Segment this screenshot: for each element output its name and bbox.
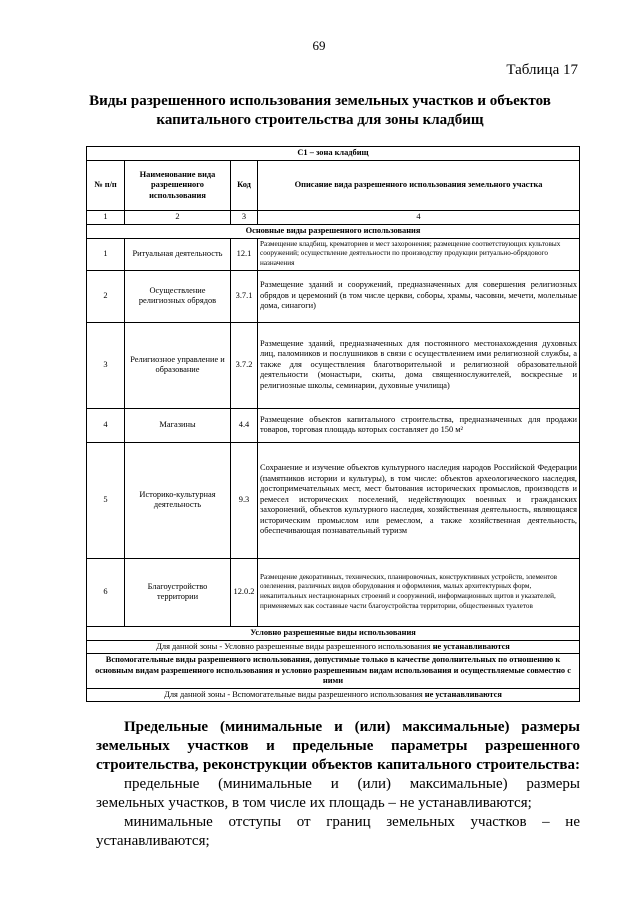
row-code: 3.7.1 bbox=[231, 270, 258, 322]
title-line: капитального строительства для зоны кладбищ bbox=[156, 112, 484, 128]
heading-line: земельных участков и предельные параметры разрешенного bbox=[96, 738, 580, 754]
paragraph-line: земельных участков, в том числе их площадь – не устанавливаются; bbox=[96, 795, 532, 811]
paragraph-line: минимальные отступы от границ земельных участков – не bbox=[124, 814, 580, 830]
header-description: Описание вида разрешенного использования земельного участка bbox=[258, 161, 580, 211]
column-number: 3 bbox=[231, 211, 258, 225]
column-number: 1 bbox=[87, 211, 125, 225]
row-num: 4 bbox=[87, 408, 125, 442]
row-num: 5 bbox=[87, 442, 125, 558]
land-use-table bbox=[86, 146, 580, 702]
table-row bbox=[87, 558, 580, 626]
title-line: Виды разрешенного использования земельных участков и объектов bbox=[89, 93, 551, 109]
table-row bbox=[87, 270, 580, 322]
auxiliary-note-prefix: Для данной зоны - Вспомогательные виды разрешенного использования bbox=[164, 689, 423, 699]
table-row bbox=[87, 238, 580, 270]
column-number: 2 bbox=[125, 211, 231, 225]
row-name: Осуществление религиозных обрядов bbox=[125, 270, 231, 322]
header-num: № п/п bbox=[87, 161, 125, 211]
regulations-text bbox=[96, 718, 580, 851]
row-description: Размещение объектов капитального строительства, предназначенных для продажи товаров, торговая площадь которых составляет до 150 м² bbox=[258, 408, 580, 442]
row-name: Благоустройство территории bbox=[125, 558, 231, 626]
row-description: Размещение зданий, предназначенных для постоянного местонахождения духовных лиц, паломников и послушников в связи с осуществлением ими религиозной службы, а также для осуществления благотворительной и религиозной образовательной деятельности (монастыри, скиты, дома священнослужителей, воскресные и религиозные школы, семинарии, духовные училища) bbox=[258, 322, 580, 408]
row-code: 12.0.2 bbox=[231, 558, 258, 626]
header-name: Наименование вида разрешенного использования bbox=[125, 161, 231, 211]
row-description: Сохранение и изучение объектов культурного наследия народов Российской Федерации (памятников истории и культуры), в том числе: объектов археологического наследия, достопримечательных мест, мест бытования исторических промыслов, производств и ремесел исторических поселений, недействующих военных и гражданских захоронений, объектов культурного наследия, хозяйственная деятельность, являющаяся историческим промыслом или ремеслом, а также хозяйственная деятельность, обеспечивающая познавательный туризм bbox=[258, 442, 580, 558]
heading-line: строительства, реконструкции объектов капитального строительства: bbox=[96, 757, 580, 773]
row-name: Магазины bbox=[125, 408, 231, 442]
table-label: Таблица 17 bbox=[506, 62, 578, 78]
auxiliary-note bbox=[87, 688, 580, 702]
row-name: Ритуальная деятельность bbox=[125, 238, 231, 270]
row-num: 3 bbox=[87, 322, 125, 408]
header-code: Код bbox=[231, 161, 258, 211]
heading-line: Предельные (минимальные и (или) максимальные) размеры bbox=[124, 719, 580, 735]
row-description: Размещение кладбищ, крематориев и мест захоронения; размещение соответствующих культовых сооружений; осуществление деятельности по производству продукции ритуально-обрядового назначения bbox=[258, 238, 580, 270]
row-num: 1 bbox=[87, 238, 125, 270]
auxiliary-note-suffix: не устанавливаются bbox=[424, 689, 502, 699]
table-row bbox=[87, 322, 580, 408]
row-description: Размещение зданий и сооружений, предназначенных для совершения религиозных обрядов и церемоний (в том числе церкви, соборы, храмы, часовни, мечети, молельные дома, синагоги) bbox=[258, 270, 580, 322]
row-code: 9.3 bbox=[231, 442, 258, 558]
section-main-uses: Основные виды разрешенного использования bbox=[87, 224, 580, 238]
row-name: Историко-культурная деятельность bbox=[125, 442, 231, 558]
table-row bbox=[87, 442, 580, 558]
conditional-note bbox=[87, 640, 580, 654]
conditional-note-suffix: не устанавливаются bbox=[432, 641, 510, 651]
section-auxiliary-uses: Вспомогательные виды разрешенного использования, допустимые только в качестве дополнительных по отношению к основным видам разрешенного использования и условно разрешенным видам использования и осуществляемые совместно с ними bbox=[87, 654, 580, 689]
page-number: 69 bbox=[312, 38, 326, 53]
row-num: 2 bbox=[87, 270, 125, 322]
zone-header: С1 – зона кладбищ bbox=[87, 147, 580, 161]
row-code: 3.7.2 bbox=[231, 322, 258, 408]
paragraph-line: устанавливаются; bbox=[96, 833, 210, 849]
row-name: Религиозное управление и образование bbox=[125, 322, 231, 408]
paragraph-line: предельные (минимальные и (или) максимальные) размеры bbox=[124, 776, 580, 792]
table-row bbox=[87, 408, 580, 442]
document-title bbox=[60, 92, 580, 130]
row-code: 12.1 bbox=[231, 238, 258, 270]
conditional-note-prefix: Для данной зоны - Условно разрешенные виды разрешенного использования bbox=[156, 641, 431, 651]
row-code: 4.4 bbox=[231, 408, 258, 442]
section-conditional-uses: Условно разрешенные виды использования bbox=[87, 626, 580, 640]
column-number: 4 bbox=[258, 211, 580, 225]
row-num: 6 bbox=[87, 558, 125, 626]
row-description: Размещение декоративных, технических, планировочных, конструктивных устройств, элементов озеленения, различных видов оборудования и оформления, малых архитектурных форм, некапитальных нестационарных строений и сооружений, информационных щитов и указателей, применяемых как составные части благоустройства территории, общественных туалетов bbox=[258, 558, 580, 626]
